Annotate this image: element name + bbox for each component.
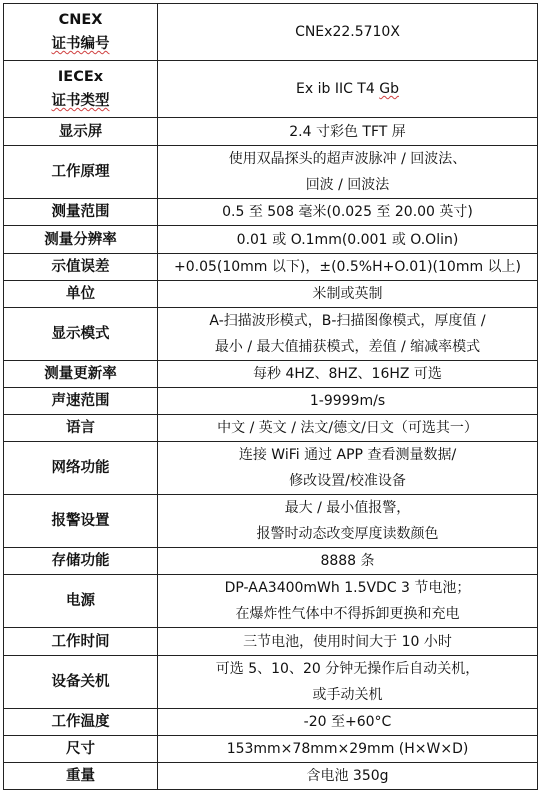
spec-value-cell [158, 495, 538, 548]
spec-row [4, 118, 538, 146]
spec-label-cell [4, 495, 158, 548]
spec-value-line: CNEx22.5710X [295, 24, 400, 40]
spec-label-line: 显示屏 [58, 123, 103, 140]
spec-label-line: 尺寸 [66, 741, 95, 757]
spec-label-line: 单位 [66, 286, 95, 302]
spec-label-line: 设备关机 [51, 674, 110, 690]
spec-value-line: 米制或英制 [312, 286, 383, 302]
spec-value-line: 含电池 350g [306, 768, 389, 784]
spec-row [4, 415, 538, 442]
spec-label-line: 示值误差 [51, 259, 110, 275]
spec-row [4, 199, 538, 226]
spec-label-cell [4, 226, 158, 254]
spec-label-cell [4, 254, 158, 281]
spec-label-line: 测量范围 [51, 204, 110, 220]
spec-value-cell [158, 709, 538, 736]
spec-label-cell [4, 361, 158, 388]
spec-value-cell [158, 575, 538, 628]
spec-value-line: DP-AA3400mWh 1.5VDC 3 节电池； [224, 580, 471, 596]
spec-row [4, 361, 538, 388]
spec-label-cell [4, 308, 158, 361]
spec-value-line: 使用双晶探头的超声波脉冲 / 回波法、 [228, 151, 467, 167]
spec-label-line: 证书编号 [51, 36, 110, 52]
spec-row [4, 254, 538, 281]
spec-row [4, 736, 538, 763]
spec-label-line: 工作时间 [51, 633, 110, 650]
spec-label-line: 报警设置 [51, 513, 110, 529]
spec-value-line: 0.01 或 O.1mm(0.001 或 O.Olin) [236, 231, 459, 248]
spec-value-line: 报警时动态改变厚度读数颜色 [256, 526, 439, 542]
spec-value-line: A-扫描波形模式，B-扫描图像模式，厚度值 / [209, 313, 486, 329]
spec-value-cell [158, 226, 538, 254]
spec-value-line: 0.5 至 508 毫米(0.025 至 20.00 英寸) [222, 204, 473, 220]
spec-value-cell [158, 763, 538, 790]
spec-value-cell [158, 146, 538, 199]
spec-label-cell [4, 575, 158, 628]
spec-row [4, 146, 538, 199]
spec-label-cell [4, 199, 158, 226]
spec-row [4, 495, 538, 548]
spellcheck-mark: Gb [379, 81, 399, 97]
spec-value-line: 最小 / 最大值捕获模式，差值 / 缩减率模式 [214, 339, 481, 355]
spec-label-line: 显示模式 [51, 326, 110, 342]
spec-label-line: 工作原理 [51, 164, 110, 180]
spec-label-cell [4, 736, 158, 763]
spec-value-line: 三节电池，使用时间大于 10 小时 [243, 633, 452, 650]
spec-value-cell [158, 736, 538, 763]
spec-value-cell [158, 4, 538, 61]
spec-value-cell [158, 415, 538, 442]
spec-label-line: 重量 [66, 768, 95, 784]
spec-label-cell [4, 281, 158, 308]
spec-label-line: CNEX [58, 12, 103, 28]
spec-value-line: 回波 / 回波法 [305, 177, 390, 193]
spec-label-cell [4, 442, 158, 495]
spec-label-cell [4, 656, 158, 709]
spec-value-cell [158, 254, 538, 281]
spec-row [4, 709, 538, 736]
spec-value-cell [158, 281, 538, 308]
spec-label-cell [4, 415, 158, 442]
spec-value-line: 每秒 4HZ、8HZ、16HZ 可选 [253, 366, 442, 382]
spec-row [4, 308, 538, 361]
spec-value-line: 2.4 寸彩色 TFT 屏 [289, 123, 406, 140]
spec-row [4, 628, 538, 656]
spec-label-line: 语言 [66, 420, 95, 436]
spec-label-cell [4, 61, 158, 118]
spec-label-cell [4, 146, 158, 199]
spec-value-line: 修改设置/校准设备 [289, 473, 406, 489]
spec-label-line: 证书类型 [51, 93, 110, 109]
spec-value-line: 1-9999m/s [309, 393, 386, 409]
spec-value-cell [158, 442, 538, 495]
spec-label-line: 测量更新率 [44, 366, 117, 382]
spec-value-cell [158, 388, 538, 415]
spec-value-cell [158, 308, 538, 361]
spec-label-cell [4, 548, 158, 575]
spec-table-body [4, 4, 538, 790]
spec-label-line: 声速范围 [51, 393, 110, 409]
spec-value-line: 连接 WiFi 通过 APP 查看测量数据/ [238, 447, 457, 463]
spec-label-line: 电源 [66, 593, 95, 609]
spec-value-cell [158, 656, 538, 709]
spec-value-line: 在爆炸性气体中不得拆卸更换和充电 [235, 606, 460, 622]
spec-row [4, 442, 538, 495]
spec-label-cell [4, 388, 158, 415]
spec-row [4, 281, 538, 308]
spec-label-cell [4, 4, 158, 61]
spec-label-cell [4, 118, 158, 146]
spec-label-cell [4, 628, 158, 656]
spec-row [4, 388, 538, 415]
spec-label-line: 网络功能 [51, 460, 110, 476]
spec-table [3, 3, 538, 790]
spec-value-cell [158, 361, 538, 388]
spec-label-line: 测量分辨率 [44, 231, 117, 248]
spec-row [4, 226, 538, 254]
spec-row [4, 548, 538, 575]
spec-value-line: 8888 条 [320, 553, 375, 569]
spec-value-line: 最大 / 最小值报警， [284, 500, 411, 516]
spec-value-cell [158, 199, 538, 226]
spec-label-cell [4, 709, 158, 736]
spec-value-line: 153mm×78mm×29mm (H×W×D) [226, 741, 469, 757]
spec-row [4, 61, 538, 118]
spec-value-cell [158, 118, 538, 146]
spec-row [4, 4, 538, 61]
spec-value-cell [158, 548, 538, 575]
spec-value-cell [158, 628, 538, 656]
spec-value-line: Ex ib IIC T4 Gb [296, 81, 399, 97]
spec-row [4, 763, 538, 790]
spec-label-cell [4, 763, 158, 790]
spec-value-line: 或手动关机 [312, 687, 383, 703]
spec-value-line: 中文 / 英文 / 法文/德文/日文（可选其一） [217, 420, 478, 436]
spec-label-line: 存储功能 [51, 553, 110, 569]
spec-value-line: -20 至+60°C [303, 714, 392, 730]
spec-label-line: IECEx [57, 69, 104, 85]
spec-row [4, 575, 538, 628]
spec-value-line: +0.05(10mm 以下)，±(0.5%H+O.01)(10mm 以上) [173, 259, 522, 275]
spec-value-line: 可选 5、10、20 分钟无操作后自动关机， [215, 661, 480, 677]
spec-row [4, 656, 538, 709]
spec-value-cell [158, 61, 538, 118]
spec-label-line: 工作温度 [51, 714, 110, 730]
